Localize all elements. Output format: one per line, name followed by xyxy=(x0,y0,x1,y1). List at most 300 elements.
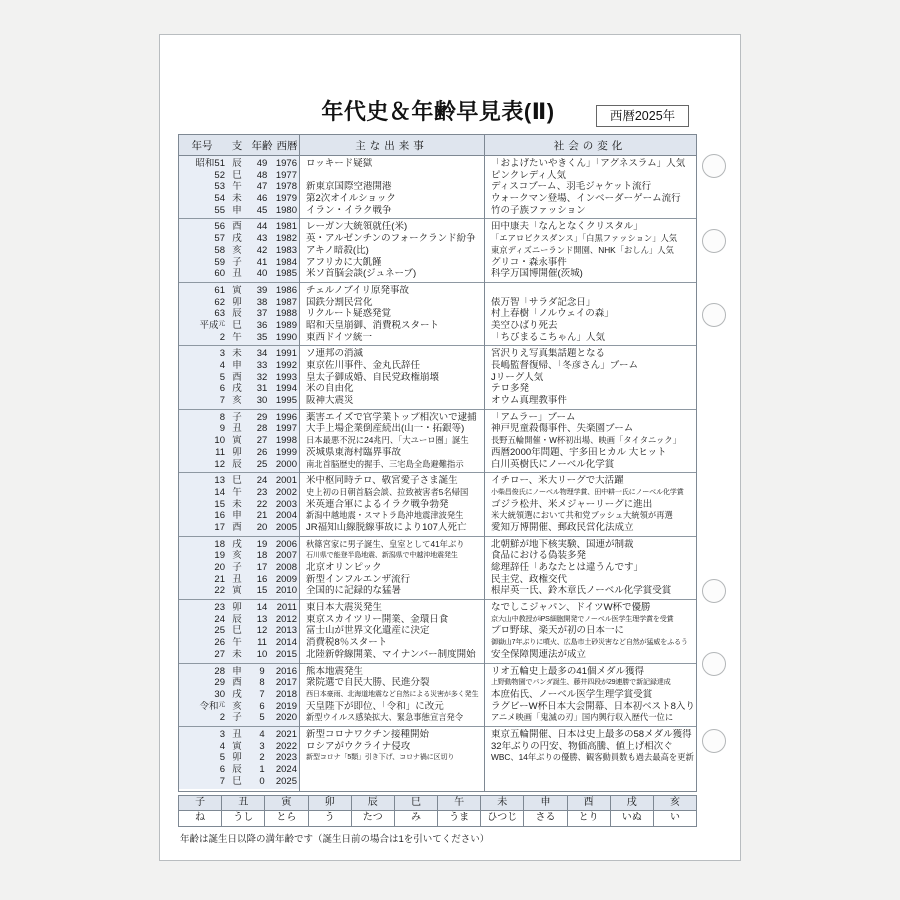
social-cell: Jリーグ人気 xyxy=(491,371,544,383)
year-cell: 2018 xyxy=(275,688,297,700)
year-group xyxy=(179,726,696,789)
year-row xyxy=(179,395,696,407)
year-cell: 2014 xyxy=(275,637,297,649)
eto-cell: 辰 xyxy=(232,458,242,470)
age-cell: 11 xyxy=(257,637,267,649)
social-cell: 「ちびまるこちゃん」人気 xyxy=(491,331,606,343)
year-group xyxy=(179,218,696,281)
social-cell: 小柴昌俊氏にノーベル物理学賞、田中耕一氏にノーベル化学賞 xyxy=(491,487,684,496)
binder-hole xyxy=(702,229,726,253)
year-cell: 2012 xyxy=(275,613,297,625)
age-cell: 43 xyxy=(256,233,268,245)
event-cell: 新東京国際空港開港 xyxy=(306,181,392,193)
history-table xyxy=(178,134,697,792)
eto-cell: 寅 xyxy=(232,585,242,597)
era-cell: 18 xyxy=(214,538,225,550)
zodiac-kanji-cell: 卯 xyxy=(308,796,351,810)
age-cell: 3 xyxy=(259,740,265,752)
era-cell: 28 xyxy=(214,665,225,677)
age-cell: 33 xyxy=(256,360,268,371)
social-cell: 「エアロビクスダンス」「白黒ファッション」人気 xyxy=(491,233,678,244)
year-cell: 1990 xyxy=(275,331,297,343)
event-cell: 北陸新幹線開業、マイナンバー制度開始 xyxy=(306,648,476,660)
eto-cell: 未 xyxy=(232,193,242,205)
header-shi: 支 xyxy=(231,139,243,152)
eto-cell: 申 xyxy=(232,360,242,371)
year-row xyxy=(179,539,696,551)
event-cell: 天皇陛下が即位、「令和」に改元 xyxy=(306,700,444,712)
year-row xyxy=(179,233,696,245)
age-cell: 12 xyxy=(256,625,268,637)
social-cell: 「およげたいやきくん」「アグネスラム」人気 xyxy=(491,158,686,169)
event-cell: 熊本地震発生 xyxy=(306,665,364,677)
age-cell: 44 xyxy=(256,221,268,233)
year-cell: 1996 xyxy=(275,411,297,423)
social-cell: 安全保障関連法が成立 xyxy=(491,648,587,660)
eto-cell: 卯 xyxy=(232,602,242,614)
year-row xyxy=(179,435,696,447)
social-cell: ディスコブーム、羽毛ジャケット流行 xyxy=(491,181,652,193)
era-cell: 21 xyxy=(214,573,225,585)
eto-cell: 巳 xyxy=(232,775,242,787)
year-row xyxy=(179,221,696,233)
era-cell: 昭和51 xyxy=(195,158,225,169)
history-table-body xyxy=(179,156,696,789)
eto-cell: 子 xyxy=(232,411,242,423)
social-cell: 神戸児童殺傷事件、失楽園ブーム xyxy=(491,423,634,435)
social-cell: WBC、14年ぶりの優勝、観客動員数も過去最高を更新 xyxy=(491,752,694,763)
social-cell: 根岸英一氏、鈴木章氏ノーベル化学賞受賞 xyxy=(491,585,672,597)
year-cell: 2002 xyxy=(275,486,297,498)
event-cell: 国鉄分割民営化 xyxy=(306,296,373,308)
year-row xyxy=(179,475,696,487)
social-cell: 美空ひばり死去 xyxy=(491,319,558,331)
eto-cell: 卯 xyxy=(232,752,242,764)
event-cell: 新型ウイルス感染拡大、緊急事態宣言発令 xyxy=(306,712,464,723)
age-cell: 31 xyxy=(256,383,268,395)
age-cell: 37 xyxy=(256,308,268,320)
event-cell: 新型コロナ「5類」引き下げ、コロナ禍に区切り xyxy=(306,753,455,762)
binder-hole xyxy=(702,652,726,676)
year-group xyxy=(179,663,696,726)
era-cell: 52 xyxy=(214,169,225,181)
social-cell xyxy=(484,776,696,788)
era-cell: 10 xyxy=(214,435,225,447)
social-cell: リオ五輪史上最多の41個メダル獲得 xyxy=(491,665,644,677)
year-row xyxy=(179,729,696,741)
year-cell: 2001 xyxy=(275,475,297,487)
zodiac-kanji-cell: 丑 xyxy=(221,796,264,810)
eto-cell: 子 xyxy=(232,562,242,573)
age-cell: 17 xyxy=(256,562,268,573)
eto-cell: 戌 xyxy=(232,688,242,700)
event-cell: リクルート疑惑発覚 xyxy=(306,308,392,320)
event-cell: 英・アルゼンチンのフォークランド紛争 xyxy=(306,233,476,245)
year-row xyxy=(179,348,696,360)
eto-cell: 寅 xyxy=(232,435,242,447)
event-cell: 薬害エイズで官学業トップ相次いで逮捕 xyxy=(306,411,477,423)
page-title: 年代史＆年齢早見表(Ⅱ) xyxy=(321,99,555,124)
year-row xyxy=(179,297,696,309)
eto-cell: 寅 xyxy=(232,740,242,752)
age-cell: 24 xyxy=(256,475,268,487)
year-row xyxy=(179,689,696,701)
year-cell: 1984 xyxy=(275,256,297,268)
header-events: 主な出来事 xyxy=(355,139,428,152)
year-cell: 1979 xyxy=(275,193,297,205)
year-cell: 2010 xyxy=(275,585,297,597)
year-row xyxy=(179,308,696,320)
event-cell: 阪神大震災 xyxy=(306,395,354,407)
eto-cell: 子 xyxy=(232,256,242,268)
year-row xyxy=(179,614,696,626)
year-cell: 1993 xyxy=(275,371,297,383)
era-cell: 19 xyxy=(214,550,225,562)
era-cell: 8 xyxy=(219,411,225,423)
era-cell: 2 xyxy=(219,712,225,724)
year-cell: 1986 xyxy=(275,284,297,296)
year-row xyxy=(179,245,696,257)
zodiac-kana-cell: うま xyxy=(437,811,480,826)
era-cell: 27 xyxy=(214,648,225,660)
year-cell: 1989 xyxy=(275,319,297,331)
social-cell: 京大山中教授がiPS細胞開発でノーベル医学生理学賞を受賞 xyxy=(491,614,674,623)
eto-cell: 酉 xyxy=(232,677,242,689)
era-cell: 4 xyxy=(219,360,225,371)
social-cell: 俵万智「サラダ記念日」 xyxy=(491,296,596,308)
event-cell: 石川県で能登半島地震、新潟県で中越沖地震発生 xyxy=(306,551,458,560)
year-row xyxy=(179,383,696,395)
era-cell: 9 xyxy=(219,423,225,435)
header-social: 社会の変化 xyxy=(553,139,627,152)
header-year: 西暦 xyxy=(276,139,298,152)
event-cell xyxy=(299,764,484,776)
year-row xyxy=(179,741,696,753)
year-row xyxy=(179,181,696,193)
social-cell: 長嶋監督復帰、「冬彦さん」ブーム xyxy=(491,360,638,371)
age-cell: 19 xyxy=(256,538,268,550)
age-cell: 16 xyxy=(256,573,268,585)
zodiac-row-kana xyxy=(179,811,696,826)
year-row xyxy=(179,602,696,614)
eto-cell: 酉 xyxy=(232,371,242,383)
era-cell: 12 xyxy=(214,458,225,470)
era-cell: 26 xyxy=(214,637,225,649)
social-cell: 米大統領選において共和党ブッシュ大統領が再選 xyxy=(491,510,673,521)
era-cell: 7 xyxy=(219,395,225,407)
year-group xyxy=(179,472,696,535)
year-row xyxy=(179,360,696,372)
binder-hole xyxy=(702,154,726,178)
zodiac-kanji-cell: 寅 xyxy=(264,796,307,810)
event-cell: 衆院選で自民大勝、民進分裂 xyxy=(306,677,430,689)
era-cell: 3 xyxy=(219,348,225,360)
age-cell: 1 xyxy=(259,764,265,775)
eto-cell: 子 xyxy=(232,712,242,724)
era-cell: 5 xyxy=(219,752,225,764)
event-cell: 第2次オイルショック xyxy=(306,193,396,205)
event-cell: 全国的に記録的な猛暑 xyxy=(306,585,402,597)
social-cell: 西暦2000年問題、宇多田ヒカル 大ヒット xyxy=(491,446,667,458)
eto-cell: 卯 xyxy=(232,296,242,308)
eto-cell: 申 xyxy=(232,510,242,522)
social-cell: 愛知万博開催、郵政民営化法成立 xyxy=(491,521,634,533)
eto-cell: 亥 xyxy=(232,550,242,562)
social-cell xyxy=(484,285,696,297)
year-cell: 1991 xyxy=(275,348,297,360)
era-cell: 令和$^元$ xyxy=(199,700,225,712)
era-cell: 平成$^元$ xyxy=(199,319,225,331)
social-cell: テロ多発 xyxy=(491,383,530,395)
footnote: 年齢は誕生日以降の満年齢です（誕生日前の場合は1を引いてください） xyxy=(180,834,490,845)
zodiac-kanji-cell: 午 xyxy=(437,796,480,810)
year-badge: 西暦2025年 xyxy=(596,105,689,127)
era-cell: 20 xyxy=(214,562,225,573)
era-cell: 7 xyxy=(219,775,225,787)
year-cell: 1997 xyxy=(275,423,297,435)
era-cell: 4 xyxy=(219,740,225,752)
zodiac-kana-cell: とり xyxy=(567,811,610,826)
age-cell: 6 xyxy=(259,700,265,712)
eto-cell: 未 xyxy=(232,348,242,360)
year-cell: 2000 xyxy=(275,458,297,470)
event-cell: 東西ドイツ統一 xyxy=(306,331,373,343)
year-row xyxy=(179,776,696,788)
event-cell: チェルノブイリ原発事故 xyxy=(306,284,409,296)
zodiac-row-kanji xyxy=(179,796,696,811)
year-cell: 1987 xyxy=(275,296,297,308)
year-cell: 1982 xyxy=(275,233,297,245)
era-cell: 13 xyxy=(214,475,225,487)
era-cell: 29 xyxy=(214,677,225,689)
age-cell: 2 xyxy=(259,752,265,764)
year-cell: 2006 xyxy=(275,538,297,550)
eto-cell: 丑 xyxy=(232,728,242,740)
year-row xyxy=(179,205,696,217)
year-row xyxy=(179,764,696,776)
social-cell: オウム真理教事件 xyxy=(491,395,567,407)
year-row xyxy=(179,712,696,724)
eto-cell: 巳 xyxy=(232,169,242,181)
era-cell: 60 xyxy=(214,268,225,280)
social-cell: ラグビーW杯日本大会開幕、日本初ベスト8入り xyxy=(491,700,695,712)
eto-cell: 亥 xyxy=(232,395,242,407)
social-cell: ウォークマン登場、インベーダーゲーム流行 xyxy=(491,193,681,205)
event-cell: ロッキード疑獄 xyxy=(306,158,373,169)
zodiac-kanji-cell: 亥 xyxy=(653,796,696,810)
year-cell: 2020 xyxy=(275,712,297,724)
year-group xyxy=(179,536,696,599)
event-cell: レーガン大統領就任(米) xyxy=(306,221,408,233)
eto-cell: 亥 xyxy=(232,244,242,256)
social-cell: 白川英樹氏にノーベル化学賞 xyxy=(491,458,615,470)
zodiac-kanji-cell: 戌 xyxy=(610,796,653,810)
year-cell: 2017 xyxy=(275,677,297,689)
age-cell: 7 xyxy=(259,688,265,700)
year-group xyxy=(179,282,696,345)
year-row xyxy=(179,193,696,205)
age-cell: 22 xyxy=(256,498,268,510)
year-row xyxy=(179,510,696,522)
age-cell: 30 xyxy=(256,395,268,407)
event-cell: 米中枢同時テロ、敬宮愛子さま誕生 xyxy=(306,475,458,487)
eto-cell: 午 xyxy=(232,486,242,498)
age-cell: 29 xyxy=(256,411,268,423)
column-divider-right xyxy=(484,135,485,791)
era-cell: 24 xyxy=(214,613,225,625)
age-cell: 47 xyxy=(256,181,268,193)
social-cell: 竹の子族ファッション xyxy=(491,204,586,216)
header-age: 年齢 xyxy=(251,139,273,152)
event-cell: 新型コロナワクチン接種開始 xyxy=(306,728,430,740)
eto-cell: 丑 xyxy=(232,573,242,585)
age-cell: 15 xyxy=(256,585,268,597)
organizer-refill-page xyxy=(159,34,741,861)
event-cell: 新潟中越地震・スマトラ島沖地震津波発生 xyxy=(306,510,464,521)
header-era: 年号 xyxy=(191,139,213,152)
event-cell: 南北首脳歴史的握手、三宅島全島避難指示 xyxy=(306,458,464,469)
year-row xyxy=(179,585,696,597)
era-cell: 3 xyxy=(219,728,225,740)
era-cell: 22 xyxy=(214,585,225,597)
event-cell: イラン・イラク戦争 xyxy=(306,204,392,216)
year-row xyxy=(179,372,696,384)
year-row xyxy=(179,666,696,678)
year-cell: 2022 xyxy=(275,740,297,752)
zodiac-kana-cell: う xyxy=(308,811,351,826)
year-cell: 1978 xyxy=(275,181,297,193)
year-row xyxy=(179,412,696,424)
era-cell: 30 xyxy=(214,688,225,700)
year-row xyxy=(179,268,696,280)
eto-cell: 未 xyxy=(232,498,242,510)
year-row xyxy=(179,499,696,511)
event-cell: 北京オリンピック xyxy=(306,562,382,573)
year-row xyxy=(179,522,696,534)
year-group xyxy=(179,345,696,408)
year-cell: 2005 xyxy=(275,521,297,533)
year-cell: 1995 xyxy=(275,395,297,407)
age-cell: 5 xyxy=(259,712,265,724)
age-cell: 25 xyxy=(256,458,268,470)
social-cell: 東京五輪開催、日本は史上最多の58メダル獲得 xyxy=(491,728,692,740)
event-cell: ロシアがウクライナ侵攻 xyxy=(306,740,411,752)
year-cell: 2019 xyxy=(275,700,297,712)
year-row xyxy=(179,701,696,713)
eto-cell: 辰 xyxy=(232,158,242,169)
eto-cell: 戌 xyxy=(232,383,242,395)
era-cell: 61 xyxy=(214,284,225,296)
age-cell: 40 xyxy=(256,268,268,280)
year-row xyxy=(179,649,696,661)
event-cell xyxy=(299,170,484,182)
year-cell: 2011 xyxy=(276,602,297,614)
age-cell: 9 xyxy=(259,665,265,677)
era-cell: 11 xyxy=(215,446,225,458)
year-cell: 1981 xyxy=(275,221,297,233)
age-cell: 18 xyxy=(256,550,268,562)
era-cell: 58 xyxy=(214,244,225,256)
era-cell: 54 xyxy=(214,193,225,205)
social-cell: 科学万国博開催(茨城) xyxy=(491,268,583,280)
eto-cell: 申 xyxy=(232,204,242,216)
social-cell: グリコ・森永事件 xyxy=(491,256,567,268)
year-cell: 2024 xyxy=(275,764,297,775)
era-cell: 16 xyxy=(214,510,225,522)
age-cell: 48 xyxy=(256,169,268,181)
year-cell: 2016 xyxy=(275,665,297,677)
year-group xyxy=(179,599,696,662)
social-cell: 民主党、政権交代 xyxy=(491,573,568,585)
social-cell: プロ野球、楽天が初の日本一に xyxy=(491,625,625,637)
year-row xyxy=(179,752,696,764)
social-cell: ゴジラ松井、米メジャーリーグに進出 xyxy=(491,498,653,510)
eto-cell: 辰 xyxy=(232,764,242,775)
eto-cell: 卯 xyxy=(232,446,242,458)
year-row xyxy=(179,574,696,586)
year-cell: 1994 xyxy=(275,383,297,395)
binder-hole xyxy=(702,579,726,603)
era-cell: 5 xyxy=(219,371,225,383)
age-cell: 38 xyxy=(256,296,268,308)
age-cell: 36 xyxy=(256,319,268,331)
age-cell: 45 xyxy=(256,204,268,216)
zodiac-kanji-cell: 巳 xyxy=(394,796,437,810)
eto-cell: 丑 xyxy=(232,268,242,280)
year-cell: 1985 xyxy=(275,268,297,280)
event-cell: 米英連合軍によるイラク戦争勃発 xyxy=(306,498,449,510)
year-row xyxy=(179,487,696,499)
year-cell: 1992 xyxy=(275,360,297,371)
eto-cell: 申 xyxy=(232,665,242,677)
year-cell: 1976 xyxy=(275,158,297,169)
year-cell: 2021 xyxy=(275,728,297,740)
eto-cell: 寅 xyxy=(232,284,242,296)
year-row xyxy=(179,423,696,435)
zodiac-kana-cell: うし xyxy=(221,811,264,826)
year-cell: 2003 xyxy=(275,498,297,510)
social-cell: 上野動物園でパンダ誕生、藤井四段が29連勝で新記録達成 xyxy=(491,678,671,687)
eto-cell: 辰 xyxy=(232,308,242,320)
era-cell: 62 xyxy=(214,296,225,308)
year-cell: 2007 xyxy=(275,550,297,562)
eto-cell: 未 xyxy=(232,648,242,660)
year-cell: 1999 xyxy=(275,446,297,458)
year-row xyxy=(179,562,696,574)
year-row xyxy=(179,170,696,182)
zodiac-kana-cell: さる xyxy=(523,811,566,826)
era-cell: 6 xyxy=(219,383,225,395)
eto-cell: 丑 xyxy=(232,423,242,435)
history-table-header xyxy=(179,135,696,156)
eto-cell: 午 xyxy=(232,637,242,649)
social-cell: 北朝鮮が地下核実験、国連が制裁 xyxy=(491,538,634,550)
year-cell: 2013 xyxy=(275,625,297,637)
social-cell: 食品における偽装多発 xyxy=(491,550,587,562)
year-group xyxy=(179,156,696,218)
event-cell: アフリカに大飢饉 xyxy=(306,256,382,268)
event-cell: 東日本大震災発生 xyxy=(306,602,383,614)
year-cell: 2025 xyxy=(275,775,297,787)
era-cell: 25 xyxy=(214,625,225,637)
social-cell: 宮沢りえ写真集話題となる xyxy=(491,348,606,360)
era-cell: 63 xyxy=(214,308,225,320)
zodiac-kana-cell: み xyxy=(394,811,437,826)
zodiac-kanji-cell: 辰 xyxy=(351,796,394,810)
zodiac-kana-cell: ね xyxy=(195,812,206,823)
age-cell: 8 xyxy=(259,677,265,689)
zodiac-kana-cell: いぬ xyxy=(610,811,653,826)
